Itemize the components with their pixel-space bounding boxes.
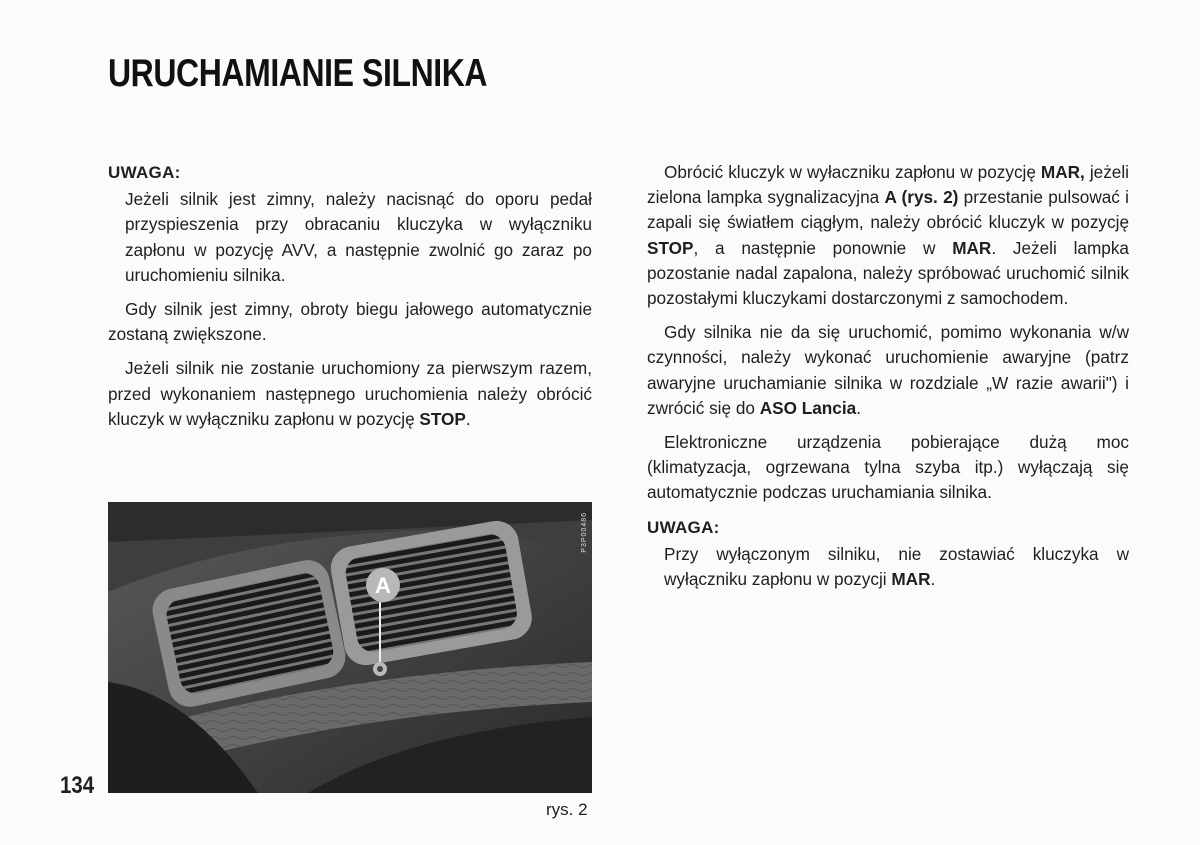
warning-heading: UWAGA: (647, 517, 720, 537)
paragraph: Gdy silnika nie da się uruchomić, pomimo wykonania w/w czynności, należy wykonać uruchomienie awaryjne (patrz awaryjne uruchamianie silnika w rozdziale „W razie awarii") i zwrócić się do ASO Lancia. (647, 322, 1129, 418)
paragraph: Gdy silnik jest zimny, obroty biegu jałowego automatycznie zostaną zwiększone. (108, 299, 592, 345)
paragraph: Jeżeli silnik nie zostanie uruchomiony za pierwszym razem, przed wykonaniem następnego uruchomienia należy obrócić kluczyk w wyłączniku zapłonu w pozycję STOP. (108, 358, 592, 429)
page-number: 134 (60, 772, 95, 799)
paragraph: Przy wyłączonym silniku, nie zostawiać kluczyka w wyłączniku zapłonu w pozycji MAR. (664, 543, 1129, 590)
dashboard-vents-photo (108, 502, 592, 793)
page-title: URUCHAMIANIE SILNIKA (108, 52, 488, 95)
paragraph: Obrócić kluczyk w wyłaczniku zapłonu w pozycję MAR, jeżeli zielona lampka sygnalizacyjna A (rys. 2) przestanie pulsować i zapali się światłem ciągłym, należy obrócić kluczyk w pozycję STOP, a następnie ponownie w MAR. Jeżeli lampka pozostanie nadal zapalona, należy spróbować uruchomić silnik pozostałymi kluczykami dostarczonymi z samochodem. (647, 162, 1129, 309)
right-column (647, 160, 1129, 601)
figure-code: P3P00486 (581, 512, 588, 553)
left-column (108, 160, 592, 441)
figure-callout-label: A (375, 573, 391, 598)
paragraph: Jeżeli silnik jest zimny, należy nacisnąć do oporu pedał przyspieszenia przy obracaniu kluczyka w wyłączniku zapłonu w pozycję AVV, a następnie zwolnić go zaraz po uruchomieniu silnika. (125, 189, 592, 285)
figure-caption: rys. 2 (546, 800, 588, 819)
warning-heading: UWAGA: (108, 163, 181, 182)
paragraph: Elektroniczne urządzenia pobierające dużą moc (klimatyzacja, ogrzewana tylna szyba itp.) wyłączają się automatycznie podczas uruchamiania silnika. (647, 432, 1129, 503)
